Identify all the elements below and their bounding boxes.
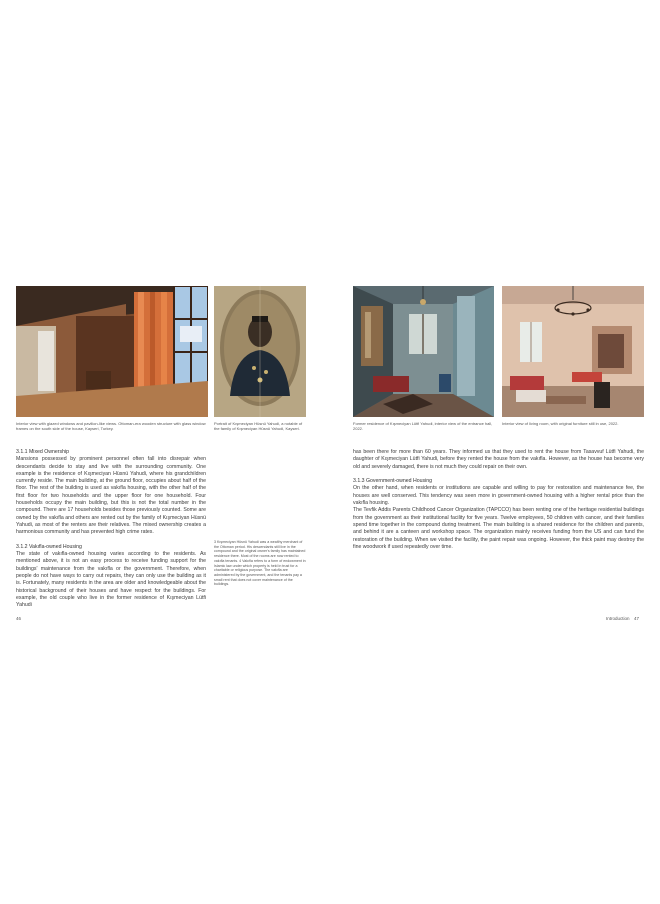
interior-photo-caption: Interior view with glazed windows and pavilion-like views. Ottoman-era wooden structure with glass window frames on the south side of the house, Kayseri, Turkey.	[16, 421, 206, 432]
running-head: Introduction	[606, 616, 630, 621]
section-heading-mixed-ownership: 3.1.1 Mixed Ownership	[16, 449, 70, 455]
paragraph-mixed-ownership: Mansions possessed by prominent personnel often fall into disrepair when descendants decide to stay and live with the surrounding community. One example is the residence of Kışmeciyan Hüsnü Yahudi, where his grandchildren currently reside. The main building, at the ground floor, occupies about half of the floor. The rest of the building is used as vakıfla housing, with the other half of the first floor for two households and the upper floor for one household. Four households occupy the main building, but this is not the total number in the compound. There are 17 households besides those previously counted. Some are owned by the vakıfla and others are rented out by the family of Kışmeciyan Hüsnü Yahudi, as most of the renters are their relatives. The mixed ownership creates a harmonious community and has prevented high crime rates.	[16, 456, 206, 536]
paragraph-vakifla-housing: The state of vakıfla-owned housing varies according to the residents. As mentioned above, it is not an easy process to receive funding support for the buildings' maintenance from the vakıfla or the government. Therefore, when people do not have ways to carry out repairs, they can only use the building as it is. Fortunately, many residents in the area are older and knowledgeable about the historical background of their houses and have respect for the buildings. For example, the old couple who live in the former residence of Kışmeciyan Lütfi Yahudi	[16, 551, 206, 609]
interior-veranda-photo	[16, 286, 208, 417]
left-page-number: 46	[16, 616, 22, 621]
portrait-photo	[214, 286, 306, 417]
right-page-number: 47	[634, 616, 640, 621]
paragraph-continuation: has been there for more than 60 years. They informed us that they used to rent the house from Tasavvuf Lütfi Yahudi, the daughter of Kışmeciyan Lütfi Yahudi, before they rented the house from the vakıfla. However, as the house has become very old and severely damaged, there is not much they could repair on their own.	[353, 449, 644, 470]
entrance-hall-photo	[353, 286, 494, 417]
living-room-photo	[502, 286, 644, 417]
paragraph-government-housing-2: The Tevfik Addis Parents Childhood Cancer Organization (TAPCCO) has been renting one of the heritage residential buildings from the government as their institutional facility for five years. Twelve employees, 50 children with cancer, and their families spend time together in the compound during treatment. The main building is a shared residence for the children and parents, and behind it are a canteen and workshop space. The organization mainly receives funding from the US and can fund the restoration of the building. When we visited the facility, the paint repair was ongoing. However, the thick paint may destroy the fine woodwork if used repeatedly over time.	[353, 507, 644, 550]
portrait-photo-caption: Portrait of Kışmeciyan Hüsnü Yahudi, a notable of the family of Kışmeciyan Hüsnü Yahudi, Kayseri.	[214, 421, 303, 432]
right-body-text	[353, 449, 644, 551]
footnotes: 3 Kışmeciyan Hüsnü Yahudi was a wealthy merchant of the Ottoman period. His descendants still live in the compound and the original owner's family has maintained residence there. Most of the rooms are now rented to vakıfla tenants. 4 Vakıfla refers to a form of endowment in Islamic law under which property is held in trust for a charitable or religious purpose. The vakıfla are administered by the government, and the tenants pay a small rent that does not cover maintenance of the buildings.	[214, 540, 306, 587]
section-heading-government-housing: 3.1.3 Government-owned Housing	[353, 478, 433, 485]
section-heading-vakifla-housing: 3.1.2 Vakıfla-owned Housing	[16, 543, 82, 550]
left-body-text	[16, 449, 206, 610]
paragraph-government-housing-1: On the other hand, when residents or institutions are capable and willing to pay for restoration and maintenance fee, the houses are well conserved. This tendency was seen more in government-owned housing with a higher rental price than the vakıfla housing.	[353, 485, 644, 507]
room-photo-caption: Interior view of living room, with original furniture still in use, 2022.	[502, 421, 619, 426]
hall-photo-caption: Former residence of Kışmeciyan Lütfi Yahudi, interior view of the entrance hall, 2022.	[353, 421, 493, 432]
